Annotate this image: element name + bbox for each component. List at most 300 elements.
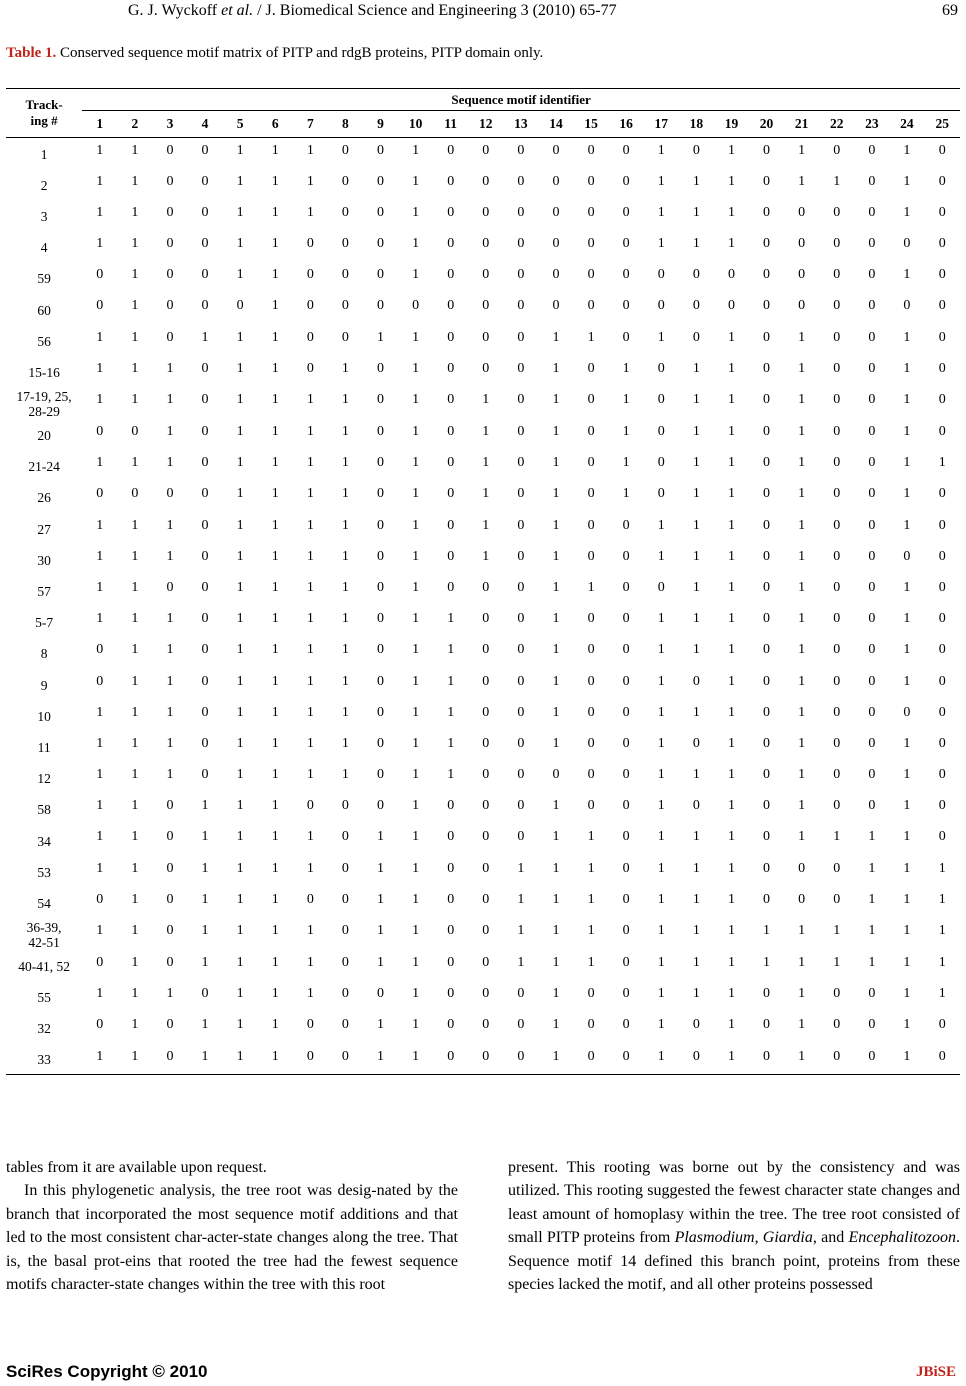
motif-value-cell: 0 <box>517 673 525 689</box>
motif-value-cell: 1 <box>271 923 279 938</box>
motif-value-cell: 0 <box>328 1044 363 1075</box>
running-head <box>0 0 966 24</box>
motif-value-cell: 1 <box>236 486 244 502</box>
motif-value-cell: 1 <box>798 360 806 376</box>
motif-value-cell: 0 <box>587 798 595 814</box>
motif-value-cell: 0 <box>622 923 630 938</box>
motif-value-cell: 1 <box>377 955 384 970</box>
tracking-number-line: 5-7 <box>35 615 54 631</box>
motif-value-cell: 1 <box>341 548 349 564</box>
motif-value-cell: 1 <box>271 955 279 970</box>
motif-value-cell: 1 <box>412 486 420 502</box>
motif-column-header: 16 <box>609 111 644 138</box>
motif-value-cell: 1 <box>552 923 560 938</box>
motif-value-cell: 1 <box>271 642 279 658</box>
motif-value-cell: 1 <box>798 548 806 564</box>
motif-value-cell: 1 <box>727 517 735 533</box>
motif-value-cell: 1 <box>447 611 455 627</box>
motif-value-cell: 1 <box>657 173 665 189</box>
motif-value-cell: 1 <box>622 486 630 502</box>
motif-value-cell: 1 <box>236 767 244 783</box>
motif-value-cell: 0 <box>447 579 455 595</box>
motif-column-header: 11 <box>433 111 468 138</box>
motif-value-cell: 1 <box>306 455 314 471</box>
motif-value-cell: 1 <box>903 611 911 627</box>
table-row <box>6 606 960 637</box>
motif-value-cell: 1 <box>96 173 104 189</box>
motif-value-cell: 1 <box>447 767 455 783</box>
motif-value-cell: 1 <box>482 424 490 439</box>
motif-value-cell: 0 <box>622 267 630 283</box>
motif-value-cell: 1 <box>377 829 384 845</box>
motif-value-cell: 0 <box>833 860 841 876</box>
motif-value-cell: 1 <box>622 360 630 376</box>
motif-value-cell: 1 <box>868 860 876 876</box>
motif-value-cell: 1 <box>131 891 139 907</box>
motif-value-cell: 1 <box>96 143 104 158</box>
tracking-number-cell <box>6 325 82 356</box>
motif-value-cell: 0 <box>433 1044 468 1075</box>
motif-value-cell: 0 <box>587 517 595 533</box>
motif-value-cell: 1 <box>657 860 665 876</box>
motif-value-cell: 1 <box>131 298 139 314</box>
motif-value-cell: 1 <box>412 923 420 938</box>
motif-table-wrapper <box>6 88 960 1075</box>
motif-value-cell: 1 <box>657 767 665 783</box>
motif-value-cell: 0 <box>868 735 876 751</box>
motif-value-cell: 1 <box>131 642 139 658</box>
motif-value-cell: 0 <box>833 392 841 407</box>
motif-value-cell: 0 <box>201 173 209 189</box>
motif-value-cell: 0 <box>341 173 349 189</box>
motif-value-cell: 1 <box>341 455 349 471</box>
motif-value-cell: 1 <box>377 891 384 907</box>
motif-value-cell: 1 <box>412 955 420 970</box>
motif-value-cell: 1 <box>236 548 244 564</box>
motif-value-cell: 0 <box>763 860 771 876</box>
motif-value-cell: 0 <box>868 298 876 314</box>
motif-value-cell: 1 <box>727 986 735 1002</box>
motif-value-cell: 0 <box>622 955 630 970</box>
motif-value-cell: 0 <box>341 267 349 283</box>
motif-value-cell: 0 <box>131 424 139 439</box>
table-row <box>6 169 960 200</box>
motif-value-cell: 0 <box>938 517 946 533</box>
motif-value-cell: 0 <box>833 236 841 252</box>
motif-value-cell: 1 <box>903 735 911 751</box>
motif-value-cell: 0 <box>868 611 876 627</box>
tracking-number-line: 60 <box>37 302 51 318</box>
motif-value-cell: 0 <box>868 173 876 189</box>
motif-value-cell: 1 <box>271 143 279 158</box>
motif-value-cell: 0 <box>938 798 946 814</box>
body-text-separator: , and <box>812 1229 845 1247</box>
table-row <box>6 887 960 918</box>
motif-value-cell: 0 <box>201 704 209 720</box>
tracking-number-line: 34 <box>37 833 51 849</box>
motif-value-cell: 1 <box>412 517 420 533</box>
motif-value-cell: 0 <box>868 704 876 720</box>
motif-value-cell: 1 <box>363 1044 398 1075</box>
motif-value-cell: 1 <box>833 955 841 970</box>
motif-value-cell: 1 <box>271 424 279 439</box>
motif-value-cell: 0 <box>166 891 174 907</box>
motif-column-header: 5 <box>223 111 258 138</box>
motif-value-cell: 0 <box>96 486 104 502</box>
motif-value-cell: 0 <box>798 267 806 283</box>
motif-column-header: 8 <box>328 111 363 138</box>
motif-value-cell: 0 <box>96 642 104 658</box>
motif-value-cell: 0 <box>692 143 700 158</box>
motif-value-cell: 0 <box>306 891 314 907</box>
motif-value-cell: 1 <box>271 517 279 533</box>
motif-value-cell: 0 <box>868 767 876 783</box>
motif-value-cell: 1 <box>798 611 806 627</box>
motif-value-cell: 1 <box>727 704 735 720</box>
motif-value-cell: 1 <box>538 1044 573 1075</box>
motif-value-cell: 0 <box>692 735 700 751</box>
motif-value-cell: 1 <box>96 455 104 471</box>
motif-value-cell: 1 <box>341 424 349 439</box>
motif-number-header-row <box>6 111 960 138</box>
motif-value-cell: 1 <box>306 579 314 595</box>
motif-value-cell: 1 <box>236 891 244 907</box>
table-row <box>6 918 960 950</box>
motif-value-cell: 0 <box>587 767 595 783</box>
motif-value-cell: 0 <box>763 236 771 252</box>
motif-value-cell: 1 <box>657 891 665 907</box>
table-row <box>6 138 960 169</box>
motif-value-cell: 0 <box>201 360 209 376</box>
motif-value-cell: 1 <box>903 329 911 345</box>
motif-value-cell: 1 <box>166 986 174 1002</box>
motif-value-cell: 0 <box>692 329 700 345</box>
motif-value-cell: 0 <box>833 143 841 158</box>
motif-value-cell: 1 <box>552 986 560 1002</box>
motif-value-cell: 1 <box>187 1044 222 1075</box>
motif-value-cell: 1 <box>903 486 911 502</box>
motif-value-cell: 1 <box>727 455 735 471</box>
motif-value-cell: 0 <box>938 392 946 407</box>
motif-value-cell: 0 <box>868 1017 876 1033</box>
tracking-number-line: 21-24 <box>28 459 60 475</box>
motif-value-cell: 1 <box>727 860 735 876</box>
motif-value-cell: 0 <box>587 173 595 189</box>
motif-value-cell: 0 <box>833 360 841 376</box>
motif-value-cell: 1 <box>306 204 314 220</box>
motif-value-cell: 0 <box>833 735 841 751</box>
sequence-motif-group-header: Sequence motif identifier <box>82 89 960 111</box>
motif-value-cell: 1 <box>482 392 490 407</box>
motif-value-cell: 0 <box>482 955 490 970</box>
motif-value-cell: 1 <box>412 236 420 252</box>
motif-value-cell: 0 <box>938 611 946 627</box>
motif-value-cell: 0 <box>587 267 595 283</box>
motif-value-cell: 1 <box>447 642 455 658</box>
motif-column-header: 24 <box>889 111 924 138</box>
motif-value-cell: 1 <box>587 891 595 907</box>
motif-value-cell: 0 <box>763 829 771 845</box>
motif-value-cell: 1 <box>236 455 244 471</box>
tracking-number-line: 12 <box>37 771 51 787</box>
motif-value-cell: 1 <box>236 360 244 376</box>
motif-value-cell: 1 <box>131 579 139 595</box>
tracking-number-cell <box>6 887 82 918</box>
motif-value-cell: 0 <box>447 517 455 533</box>
motif-value-cell: 0 <box>657 579 665 595</box>
motif-value-cell: 0 <box>587 236 595 252</box>
table-row <box>6 356 960 387</box>
motif-value-cell: 0 <box>924 1044 960 1075</box>
table-row <box>6 262 960 293</box>
motif-value-cell: 0 <box>587 673 595 689</box>
body-paragraph-1: tables from it are available upon request. <box>6 1159 267 1176</box>
motif-value-cell: 1 <box>236 704 244 720</box>
motif-value-cell: 0 <box>447 236 455 252</box>
motif-value-cell: 1 <box>131 798 139 814</box>
motif-value-cell: 1 <box>727 143 735 158</box>
motif-value-cell: 0 <box>306 267 314 283</box>
motif-value-cell: 0 <box>306 298 314 314</box>
motif-value-cell: 0 <box>763 173 771 189</box>
motif-value-cell: 0 <box>482 767 490 783</box>
motif-value-cell: 1 <box>657 923 665 938</box>
motif-value-cell: 1 <box>798 735 806 751</box>
motif-value-cell: 0 <box>517 1017 525 1033</box>
motif-value-cell: 0 <box>447 173 455 189</box>
motif-value-cell: 1 <box>482 548 490 564</box>
motif-value-cell: 1 <box>96 767 104 783</box>
tracking-number-cell <box>6 544 82 575</box>
motif-value-cell: 1 <box>306 829 314 845</box>
motif-value-cell: 1 <box>131 236 139 252</box>
motif-value-cell: 0 <box>938 704 946 720</box>
motif-value-cell: 1 <box>552 486 560 502</box>
motif-value-cell: 0 <box>447 143 455 158</box>
motif-value-cell: 1 <box>517 955 525 970</box>
tracking-number-line: 28-29 <box>28 404 60 419</box>
motif-value-cell: 1 <box>131 143 139 158</box>
tracking-number-line: 53 <box>37 864 51 880</box>
motif-value-cell: 1 <box>131 1017 139 1033</box>
motif-value-cell: 1 <box>692 455 700 471</box>
motif-value-cell: 1 <box>271 798 279 814</box>
motif-value-cell: 1 <box>644 1044 679 1075</box>
motif-value-cell: 0 <box>763 360 771 376</box>
motif-value-cell: 0 <box>482 173 490 189</box>
motif-value-cell: 1 <box>657 735 665 751</box>
motif-value-cell: 0 <box>377 642 384 658</box>
table-row <box>6 669 960 700</box>
motif-value-cell: 1 <box>714 1044 749 1075</box>
motif-value-cell: 0 <box>798 298 806 314</box>
motif-value-cell: 1 <box>517 891 525 907</box>
motif-value-cell: 0 <box>622 173 630 189</box>
motif-value-cell: 0 <box>622 1017 630 1033</box>
motif-value-cell: 0 <box>341 204 349 220</box>
tracking-number-line: 54 <box>37 895 51 911</box>
motif-value-cell: 1 <box>201 923 209 938</box>
tracking-number-cell <box>6 700 82 731</box>
motif-value-cell: 1 <box>201 860 209 876</box>
motif-value-cell: 0 <box>938 204 946 220</box>
motif-value-cell: 0 <box>552 143 560 158</box>
motif-value-cell: 1 <box>798 673 806 689</box>
motif-value-cell: 1 <box>117 1044 152 1075</box>
motif-column-header: 3 <box>152 111 187 138</box>
tracking-number-cell <box>6 856 82 887</box>
table-row <box>6 419 960 450</box>
tracking-number-cell <box>6 918 82 950</box>
motif-value-cell: 1 <box>341 642 349 658</box>
motif-value-cell: 0 <box>587 298 595 314</box>
motif-table-body <box>6 138 960 1075</box>
motif-value-cell: 0 <box>341 329 349 345</box>
motif-value-cell: 1 <box>798 517 806 533</box>
table-row <box>6 544 960 575</box>
motif-value-cell: 1 <box>131 923 139 938</box>
motif-value-cell: 0 <box>833 267 841 283</box>
table-row <box>6 1012 960 1043</box>
motif-value-cell: 1 <box>96 579 104 595</box>
motif-value-cell: 1 <box>131 829 139 845</box>
motif-value-cell: 0 <box>377 360 384 376</box>
motif-value-cell: 1 <box>306 517 314 533</box>
motif-value-cell: 1 <box>798 455 806 471</box>
motif-value-cell: 1 <box>657 955 665 970</box>
motif-value-cell: 0 <box>657 267 665 283</box>
motif-value-cell: 1 <box>903 204 911 220</box>
motif-value-cell: 1 <box>482 486 490 502</box>
motif-value-cell: 1 <box>784 1044 819 1075</box>
motif-value-cell: 1 <box>903 173 911 189</box>
motif-value-cell: 0 <box>763 143 771 158</box>
motif-value-cell: 1 <box>587 329 595 345</box>
motif-value-cell: 0 <box>517 798 525 814</box>
motif-value-cell: 0 <box>517 829 525 845</box>
motif-value-cell: 1 <box>96 986 104 1002</box>
motif-value-cell: 0 <box>201 267 209 283</box>
tracking-number-line: 2 <box>40 177 48 193</box>
motif-value-cell: 1 <box>412 704 420 720</box>
motif-value-cell: 0 <box>377 204 384 220</box>
motif-value-cell: 1 <box>201 329 209 345</box>
motif-value-cell: 0 <box>622 579 630 595</box>
motif-value-cell: 0 <box>552 267 560 283</box>
motif-value-cell: 1 <box>258 1044 293 1075</box>
motif-value-cell: 0 <box>938 486 946 502</box>
motif-value-cell: 1 <box>271 704 279 720</box>
tracking-number-cell <box>6 356 82 387</box>
motif-value-cell: 1 <box>482 455 490 471</box>
motif-value-cell: 0 <box>517 642 525 658</box>
motif-value-cell: 1 <box>96 236 104 252</box>
motif-value-cell: 0 <box>517 329 525 345</box>
motif-value-cell: 1 <box>306 392 314 407</box>
motif-value-cell: 1 <box>306 173 314 189</box>
motif-value-cell: 1 <box>552 735 560 751</box>
motif-value-cell: 0 <box>798 236 806 252</box>
motif-value-cell: 0 <box>166 829 174 845</box>
motif-value-cell: 0 <box>833 579 841 595</box>
motif-value-cell: 1 <box>903 517 911 533</box>
motif-value-cell: 0 <box>833 298 841 314</box>
motif-value-cell: 1 <box>236 329 244 345</box>
motif-value-cell: 1 <box>306 955 314 970</box>
tracking-number-line: 57 <box>37 584 51 600</box>
motif-value-cell: 0 <box>447 891 455 907</box>
motif-value-cell: 1 <box>377 860 384 876</box>
motif-value-cell: 0 <box>377 579 384 595</box>
motif-value-cell: 0 <box>622 986 630 1002</box>
motif-value-cell: 1 <box>657 204 665 220</box>
motif-value-cell: 0 <box>377 735 384 751</box>
motif-value-cell: 0 <box>166 267 174 283</box>
motif-value-cell: 0 <box>482 579 490 595</box>
motif-value-cell: 1 <box>552 455 560 471</box>
motif-value-cell: 0 <box>903 298 911 314</box>
footer-journal-abbrev: JBiSE <box>915 1364 956 1380</box>
table-row <box>6 950 960 981</box>
body-text-separator: , <box>754 1229 759 1247</box>
motif-value-cell: 0 <box>517 236 525 252</box>
motif-value-cell: 0 <box>622 611 630 627</box>
motif-value-cell: 0 <box>868 986 876 1002</box>
motif-value-cell: 0 <box>868 642 876 658</box>
tracking-number-cell <box>6 1012 82 1043</box>
motif-value-cell: 1 <box>131 360 139 376</box>
motif-value-cell: 0 <box>657 360 665 376</box>
motif-value-cell: 1 <box>833 173 841 189</box>
motif-value-cell: 0 <box>763 735 771 751</box>
motif-value-cell: 0 <box>447 486 455 502</box>
motif-value-cell: 1 <box>657 611 665 627</box>
motif-value-cell: 1 <box>798 392 806 407</box>
motif-value-cell: 1 <box>412 392 420 407</box>
motif-value-cell: 1 <box>938 955 946 970</box>
motif-value-cell: 0 <box>868 360 876 376</box>
motif-value-cell: 1 <box>552 673 560 689</box>
table-row <box>6 325 960 356</box>
motif-value-cell: 1 <box>692 955 700 970</box>
tracking-number-line: 20 <box>37 428 51 444</box>
motif-value-cell: 1 <box>552 891 560 907</box>
tracking-number-cell <box>6 950 82 981</box>
motif-value-cell: 1 <box>96 829 104 845</box>
motif-value-cell: 0 <box>938 298 946 314</box>
motif-value-cell: 0 <box>447 829 455 845</box>
table-row <box>6 981 960 1012</box>
motif-value-cell: 0 <box>201 143 209 158</box>
motif-value-cell: 1 <box>692 986 700 1002</box>
motif-value-cell: 0 <box>622 298 630 314</box>
motif-value-cell: 1 <box>727 579 735 595</box>
motif-value-cell: 0 <box>447 986 455 1002</box>
motif-value-cell: 0 <box>482 1017 490 1033</box>
motif-value-cell: 0 <box>447 204 455 220</box>
tracking-number-cell <box>6 293 82 324</box>
motif-value-cell: 1 <box>903 923 911 938</box>
motif-value-cell: 1 <box>131 735 139 751</box>
motif-value-cell: 0 <box>552 173 560 189</box>
motif-value-cell: 0 <box>622 767 630 783</box>
motif-value-cell: 0 <box>622 829 630 845</box>
motif-value-cell: 1 <box>938 891 946 907</box>
motif-value-cell: 1 <box>552 424 560 439</box>
table-row <box>6 637 960 668</box>
motif-value-cell: 1 <box>131 986 139 1002</box>
motif-value-cell: 0 <box>517 204 525 220</box>
